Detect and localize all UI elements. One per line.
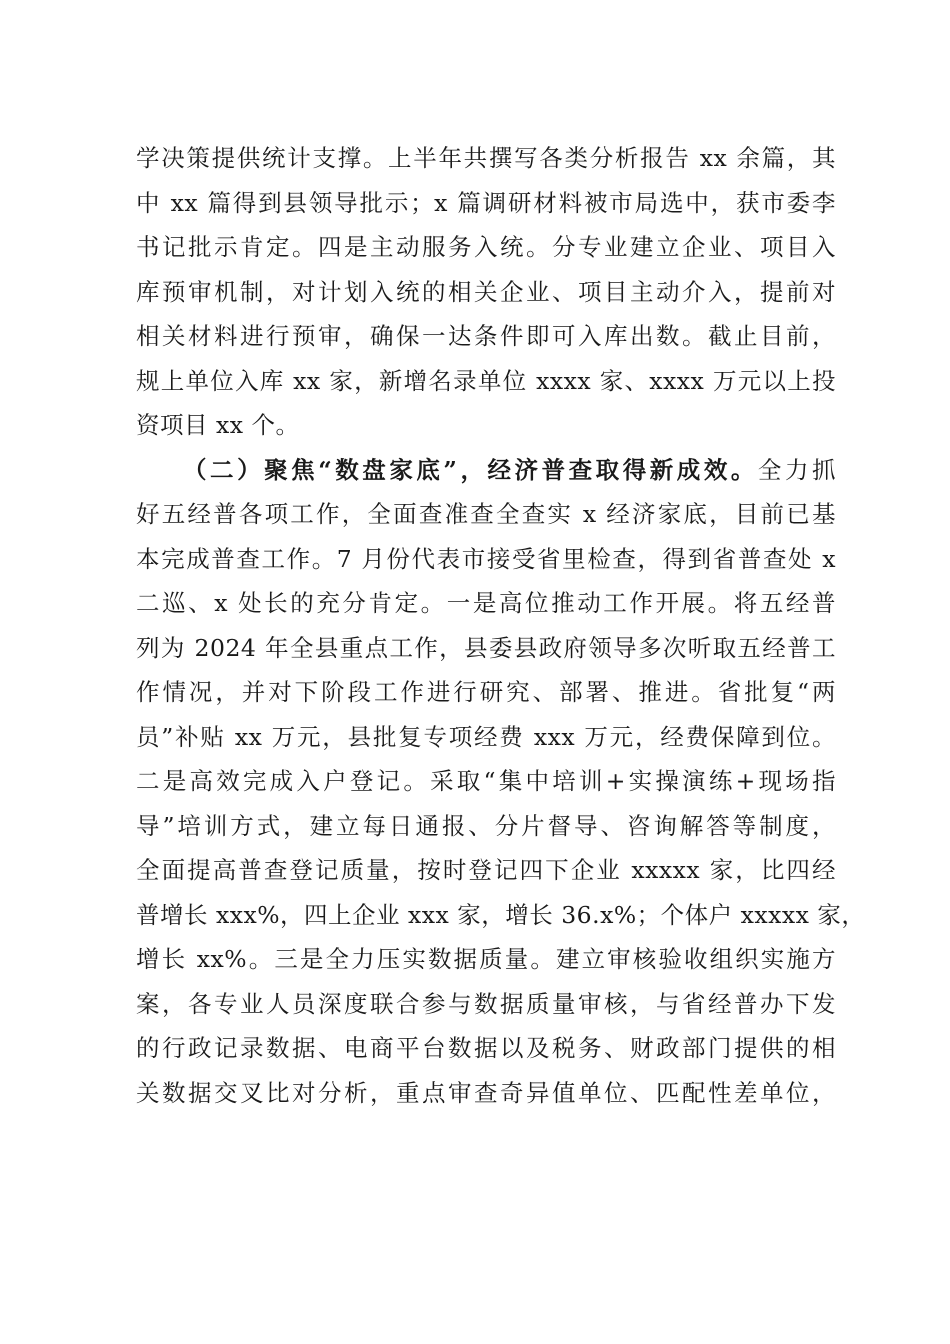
section-heading: （二）聚焦“数盘家底”，经济普查取得新成效。 — [183, 455, 758, 484]
text-line: 本完成普查工作。7 月份代表市接受省里检查，得到省普查处 x — [136, 544, 836, 573]
text-line: 相关材料进行预审，确保一达条件即可入库出数。截止目前， — [136, 322, 836, 350]
heading-line-rest: 全力抓 — [757, 455, 837, 484]
paragraph-1 — [136, 136, 836, 448]
text-line: 好五经普各项工作，全面查准查全查实 x 经济家底，目前已基 — [136, 500, 836, 528]
text-line — [136, 448, 836, 493]
text-line: 资项目 xx 个。 — [136, 411, 300, 439]
text-line: 学决策提供统计支撑。上半年共撰写各类分析报告 xx 余篇，其 — [136, 144, 836, 172]
text-line: 列为 2024 年全县重点工作，县委县政府领导多次听取五经普工 — [136, 633, 836, 662]
text-line: 关数据交叉比对分析，重点审查奇异值单位、匹配性差单位， — [136, 1078, 836, 1107]
text-line: 二巡、x 处长的充分肯定。一是高位推动工作开展。将五经普 — [136, 589, 836, 617]
text-line: 导”培训方式，建立每日通报、分片督导、咨询解答等制度， — [136, 811, 836, 840]
text-line: 增长 xx%。三是全力压实数据质量。建立审核验收组织实施方 — [136, 945, 836, 973]
text-line: 的行政记录数据、电商平台数据以及税务、财政部门提供的相 — [136, 1034, 836, 1062]
text-line: 全面提高普查登记质量，按时登记四下企业 xxxxx 家，比四经 — [136, 856, 836, 884]
paragraph-2 — [136, 448, 866, 1116]
text-line: 二是高效完成入户登记。采取“集中培训+实操演练+现场指 — [136, 767, 836, 795]
text-line: 规上单位入库 xx 家，新增名录单位 xxxx 家、xxxx 万元以上投 — [136, 366, 836, 395]
document-body — [136, 136, 866, 1115]
text-line: 作情况，并对下阶段工作进行研究、部署、推进。省批复“两 — [136, 678, 836, 706]
text-line: 员”补贴 xx 万元，县批复专项经费 xxx 万元，经费保障到位。 — [136, 722, 836, 751]
text-line: 书记批示肯定。四是主动服务入统。分专业建立企业、项目入 — [136, 233, 836, 261]
text-line: 案，各专业人员深度联合参与数据质量审核，与省经普办下发 — [136, 989, 836, 1018]
text-line: 库预审机制，对计划入统的相关企业、项目主动介入，提前对 — [136, 277, 836, 306]
text-line: 中 xx 篇得到县领导批示；x 篇调研材料被市局选中，获市委李 — [136, 188, 836, 217]
text-line: 普增长 xxx%，四上企业 xxx 家，增长 36.x%；个体户 xxxxx 家， — [136, 900, 866, 929]
